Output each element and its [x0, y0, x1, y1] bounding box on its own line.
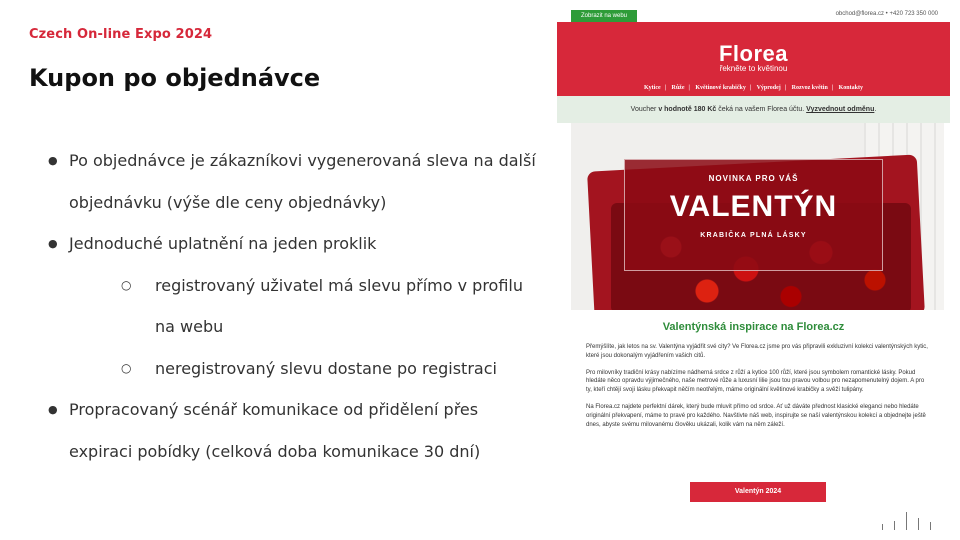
- sub-bullet-text: registrovaný uživatel má slevu přímo v profilu na webu: [155, 275, 523, 336]
- claim-reward-link[interactable]: Vyzvednout odměnu: [806, 106, 875, 113]
- email-heading: Valentýnská inspirace na Florea.cz: [662, 321, 845, 333]
- voucher-bar: [557, 96, 950, 123]
- view-online-button[interactable]: Zobrazit na webu: [571, 10, 637, 23]
- bullet-item: [48, 389, 538, 472]
- nav-item-vyprodej[interactable]: Výprodej: [756, 85, 781, 91]
- hero-banner[interactable]: [571, 123, 944, 310]
- sub-bullet-item: [48, 348, 538, 390]
- nav-item-kontakty[interactable]: Kontakty: [838, 85, 863, 91]
- bullet-item: [48, 140, 538, 223]
- email-body: [586, 343, 931, 437]
- email-screenshot: [557, 8, 950, 508]
- nav-item-rozvoz[interactable]: Rozvoz květin: [791, 85, 828, 91]
- hero-panel: [624, 159, 883, 271]
- email-topbar: [557, 8, 950, 22]
- hero-subtitle: KRABIČKA PLNÁ LÁSKY: [700, 232, 807, 239]
- email-header: [557, 22, 950, 96]
- bullet-dot-icon: ●: [48, 403, 58, 416]
- email-paragraph: Na Florea.cz najdete perfektní dárek, který bude mluvit přímo od srdce. Ať už dáváte přednost klasické eleganci nebo hledáte originální překvapení, máme to pravé pro každého. Navštivte náš web, inspirujte se naší valentýnskou kolekcí a objednejte ještě dnes, abyste svému milovanému člověku ukázali, kolik vám na něm záleží.: [586, 403, 926, 428]
- slide-title: Kupon po objednávce: [29, 64, 321, 92]
- nav-item-krabicky[interactable]: Květinové krabičky: [695, 85, 746, 91]
- email-nav: Kytice | Růže | Květinové krabičky | Výprodej | Rozvoz květin | Kontakty: [644, 85, 863, 91]
- sub-bullet-item: [48, 265, 538, 348]
- valentyn-cta-button[interactable]: Valentýn 2024: [690, 482, 826, 502]
- sub-bullet-text: neregistrovaný slevu dostane po registraci: [155, 358, 497, 378]
- nav-item-kytice[interactable]: Kytice: [644, 85, 661, 91]
- voucher-text: .: [874, 106, 877, 113]
- contact-info: obchod@florea.cz • +420 723 350 000: [835, 11, 938, 17]
- bullet-item: [48, 223, 538, 265]
- hero-title: VALENTÝN: [669, 190, 838, 223]
- hero-kicker: NOVINKA PRO VÁŠ: [708, 174, 799, 183]
- bullet-list: [48, 140, 538, 472]
- voucher-text: čeká na vašem Florea účtu.: [716, 106, 807, 113]
- bullet-text: Propracovaný scénář komunikace od přidělení přes expiraci pobídky (celková doba komunikace 30 dní): [69, 400, 481, 461]
- nav-item-ruze[interactable]: Růže: [671, 85, 685, 91]
- email-paragraph: Přemýšlíte, jak letos na sv. Valentýna vyjádřit své city? Ve Florea.cz jsme pro vás připravili exkluzivní kolekci valentýnských kytic, které jsou dokonalým vyjádřením vašich citů.: [586, 344, 928, 359]
- circle-bullet-icon: ○: [121, 360, 132, 375]
- voucher-amount: v hodnotě 180 Kč: [658, 106, 717, 113]
- bars-logo-icon: [882, 512, 940, 530]
- circle-bullet-icon: ○: [121, 277, 132, 292]
- bullet-text: Jednoduché uplatnění na jeden proklik: [69, 234, 377, 253]
- florea-logo[interactable]: Florea: [718, 41, 789, 66]
- bullet-dot-icon: ●: [48, 237, 58, 250]
- bullet-text: Po objednávce je zákazníkovi vygenerovaná sleva na další objednávku (výše dle ceny objednávky): [69, 151, 536, 212]
- bullet-dot-icon: ●: [48, 154, 58, 167]
- event-name: Czech On-line Expo 2024: [29, 27, 213, 42]
- voucher-text: Voucher: [630, 106, 659, 113]
- email-paragraph: Pro milovníky tradiční krásy nabízíme nádherná srdce z růží a kytice 100 růží, které jsou symbolem romantické lásky. Pokud hledáte něco opravdu výjimečného, naše metrové růže a luxusní lilie jsou tou pravou volbou pro nezapomenutelný dojem. A pro ty, kteří chtějí svoji lásku překvapit něčím neotřelým, máme originální květinové krabičky a svěží tulipány.: [586, 369, 925, 394]
- tagline: řekněte to květinou: [719, 64, 788, 73]
